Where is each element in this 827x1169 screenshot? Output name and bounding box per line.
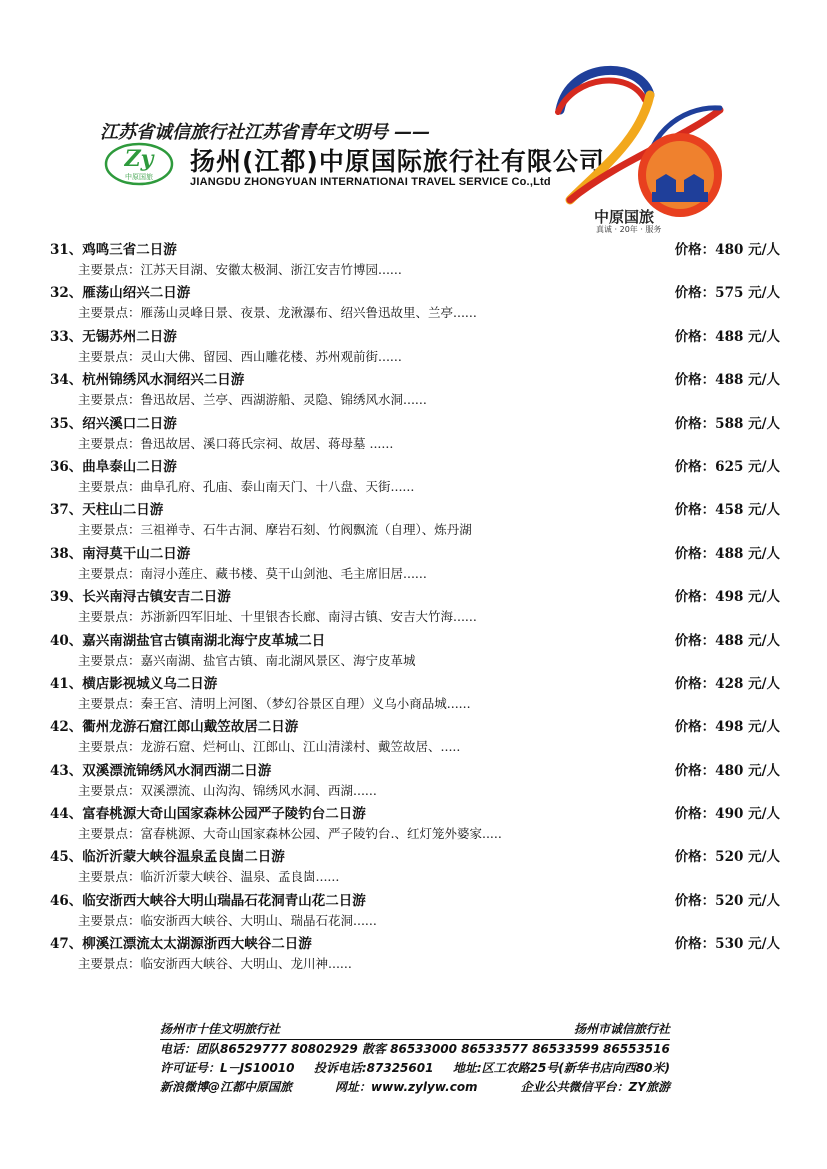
footer-contact-row	[160, 1078, 670, 1097]
tour-sights: 主要景点：苏浙新四军旧址、十里银杏长廊、南浔古镇、安吉大竹海......	[78, 609, 477, 625]
tour-item	[50, 412, 780, 455]
tour-item	[50, 585, 780, 628]
tour-item	[50, 629, 780, 672]
tour-title: 47、柳溪江漂流太太湖源浙西大峡谷二日游	[50, 936, 312, 953]
tour-sights: 主要景点：临安浙西大峡谷、大明山、龙川神......	[78, 956, 352, 972]
tour-title: 38、南浔莫干山二日游	[50, 545, 191, 562]
tour-sights: 主要景点：灵山大佛、留园、西山雕花楼、苏州观前街......	[78, 348, 402, 364]
tour-title: 39、长兴南浔古镇安吉二日游	[50, 589, 231, 606]
tour-sights: 主要景点：鲁迅故居、溪口蒋氏宗祠、故居、蒋母墓 ......	[78, 435, 394, 451]
tour-title: 35、绍兴溪口二日游	[50, 415, 177, 432]
wechat: 企业公共微信平台：ZY旅游	[520, 1080, 670, 1094]
tour-sights: 主要景点：临沂沂蒙大峡谷、温泉、孟良崮......	[78, 869, 340, 885]
company-name-en: JIANGDU ZHONGYUAN INTERNATIONAI TRAVEL SERVICE Co.,Ltd	[190, 176, 551, 188]
tour-item	[50, 281, 780, 324]
tour-item	[50, 932, 780, 975]
tour-item	[50, 672, 780, 715]
tour-title: 41、横店影视城义乌二日游	[50, 675, 218, 692]
emblem-subtitle: 真诚 · 20年 · 服务	[596, 225, 662, 234]
tour-price: 价格：428 元/人	[674, 675, 780, 692]
tour-title: 32、雁荡山绍兴二日游	[50, 285, 191, 302]
tour-list	[50, 238, 780, 976]
tour-title: 42、衢州龙游石窟江郎山戴笠故居二日游	[50, 719, 299, 736]
footer-agency-row	[160, 1020, 670, 1040]
tour-title: 45、临沂沂蒙大峡谷温泉孟良崮二日游	[50, 849, 285, 866]
tour-item	[50, 238, 780, 281]
tour-price: 价格：480 元/人	[674, 762, 780, 779]
tour-price: 价格：490 元/人	[674, 806, 780, 823]
tour-sights: 主要景点：雁荡山灵峰日景、夜景、龙湫瀑布、绍兴鲁迅故里、兰亭......	[78, 305, 477, 321]
tour-item	[50, 889, 780, 932]
tour-sights: 主要景点：临安浙西大峡谷、大明山、瑞晶石花洞......	[78, 912, 377, 928]
emblem-title: 中原国旅	[594, 208, 655, 226]
tour-price: 价格：488 元/人	[674, 545, 780, 562]
tour-price: 价格：520 元/人	[674, 849, 780, 866]
tour-price: 价格：575 元/人	[674, 285, 780, 302]
weibo: 新浪微博@江都中原国旅	[160, 1080, 293, 1094]
agency-right: 扬州市诚信旅行社	[573, 1022, 670, 1036]
company-name-cn: 扬州(江都)中原国际旅行社有限公司	[190, 147, 605, 176]
tour-price: 价格：498 元/人	[674, 719, 780, 736]
tour-item	[50, 498, 780, 541]
tour-title: 37、天柱山二日游	[50, 502, 164, 519]
tour-item	[50, 368, 780, 411]
phone-numbers: 电话：团队86529777 80802929 散客 86533000 86533577 86533599 86553516	[160, 1042, 670, 1056]
tour-title: 46、临安浙西大峡谷大明山瑞晶石花洞青山花二日游	[50, 892, 366, 909]
tour-price: 价格：588 元/人	[674, 415, 780, 432]
company-logo	[104, 142, 174, 186]
tour-price: 价格：625 元/人	[674, 458, 780, 475]
tour-item	[50, 325, 780, 368]
tour-price: 价格：488 元/人	[674, 632, 780, 649]
tour-item	[50, 542, 780, 585]
logo-caption: 中原国旅	[125, 173, 153, 181]
tour-price: 价格：488 元/人	[674, 372, 780, 389]
tour-price: 价格：488 元/人	[674, 328, 780, 345]
tour-item	[50, 845, 780, 888]
tour-title: 34、杭州锦绣风水洞绍兴二日游	[50, 372, 245, 389]
tour-title: 36、曲阜泰山二日游	[50, 458, 177, 475]
tour-sights: 主要景点：龙游石窟、烂柯山、江郎山、江山清漾村、戴笠故居、.....	[78, 739, 461, 755]
tour-price: 价格：458 元/人	[674, 502, 780, 519]
tour-item	[50, 715, 780, 758]
tagline: 江苏省诚信旅行社江苏省青年文明号 ——	[100, 122, 431, 143]
tour-price: 价格：520 元/人	[674, 892, 780, 909]
tour-sights: 主要景点：江苏天目湖、安徽太极洞、浙江安吉竹博园......	[78, 262, 402, 277]
tour-item	[50, 759, 780, 802]
tour-title: 33、无锡苏州二日游	[50, 328, 177, 345]
tour-sights: 主要景点：秦王宫、清明上河图、（梦幻谷景区自理）义乌小商品城......	[78, 695, 471, 711]
tour-sights: 主要景点：曲阜孔府、孔庙、泰山南天门、十八盘、天街......	[78, 478, 415, 494]
tour-item	[50, 455, 780, 498]
tour-price: 价格：498 元/人	[674, 589, 780, 606]
logo-letters: Zy	[124, 146, 154, 172]
tour-title: 44、富春桃源大奇山国家森林公园严子陵钓台二日游	[50, 806, 366, 823]
tour-sights: 主要景点：南浔小莲庄、藏书楼、莫干山剑池、毛主席旧居......	[78, 565, 427, 581]
tour-title: 43、双溪漂流锦绣风水洞西湖二日游	[50, 762, 272, 779]
tour-title: 40、嘉兴南湖盐官古镇南湖北海宁皮革城二日	[50, 632, 326, 649]
tour-price: 价格：530 元/人	[674, 936, 780, 953]
footer	[160, 1020, 670, 1097]
header	[0, 0, 827, 232]
tour-sights: 主要景点：鲁迅故居、兰亭、西湖游船、灵隐、锦绣风水洞......	[78, 392, 427, 408]
footer-license-row	[160, 1059, 670, 1078]
website: 网址：www.zylyw.com	[335, 1080, 478, 1094]
tour-title: 31、鸡鸣三省二日游	[50, 242, 177, 258]
address: 地址:区工农路25号(新华书店向西80米)	[452, 1061, 670, 1075]
agency-left: 扬州市十佳文明旅行社	[160, 1022, 281, 1036]
footer-phone-row	[160, 1040, 670, 1059]
license-number: 许可证号：L－JS10010	[160, 1061, 295, 1075]
tour-price: 价格：480 元/人	[674, 242, 780, 258]
tour-sights: 主要景点：富春桃源、大奇山国家森林公园、严子陵钓台.、红灯笼外婆家.....	[78, 826, 502, 842]
tour-sights: 主要景点：嘉兴南湖、盐官古镇、南北湖风景区、海宁皮革城	[78, 652, 416, 668]
tour-sights: 主要景点：双溪漂流、山沟沟、锦绣风水洞、西湖......	[78, 782, 377, 798]
tour-sights: 主要景点：三祖禅寺、石牛古洞、摩岩石刻、竹阀飘流（自理）、炼丹湖	[78, 522, 472, 538]
tour-item	[50, 802, 780, 845]
complaint-phone: 投诉电话:87325601	[313, 1061, 434, 1075]
